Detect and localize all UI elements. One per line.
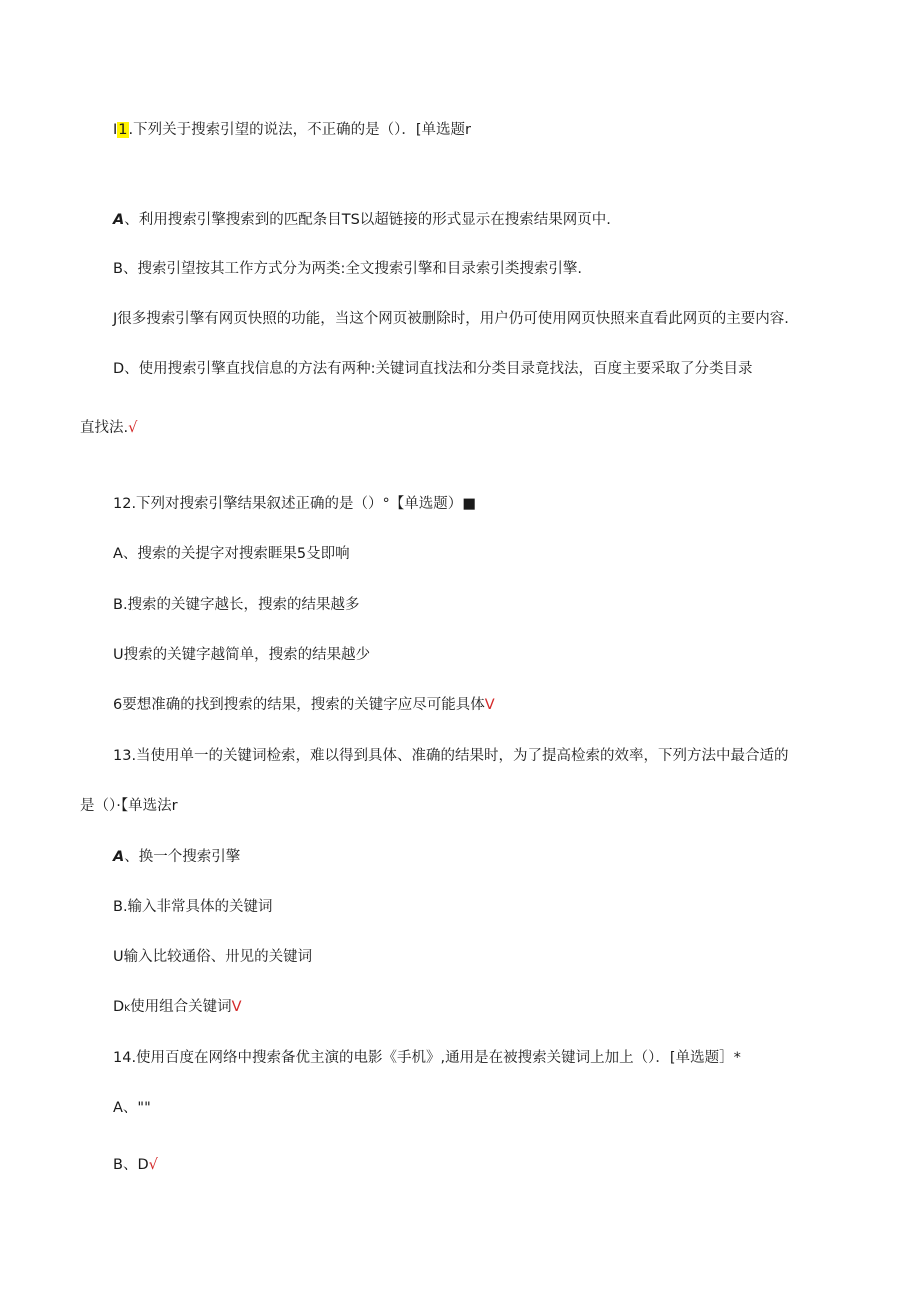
option-b: B.输入非常具体的关键词 xyxy=(113,899,273,915)
option-c: J很多搜索引擎有网页快照的功能，当这个网页被删除时，用户仍可使用网页快照来直看此网页的主要内容. xyxy=(113,311,789,327)
option-d: 6要想准确的找到搜索的结果，搜索的关键字应尽可能具体V xyxy=(113,697,495,713)
option-b: B、搜索引望按其工作方式分为两类:全文搜索引擎和目录索引类搜索引擎. xyxy=(113,261,582,277)
option-d: D、使用搜索引擎直找信息的方法有两种:关键词直找法和分类目录竟找法，百度主要采取了分类目录 xyxy=(113,361,753,377)
option-b: B.搜索的关键字越长，搜索的结果越多 xyxy=(113,597,360,613)
question-stem: 13.当使用单一的关键词检索，难以得到具体、准确的结果时，为了提高检索的效率，下列方法中最合适的 xyxy=(113,748,789,764)
option-c: U输入比较通俗、卅见的关键词 xyxy=(113,949,313,965)
option-a: A、"" xyxy=(113,1100,151,1116)
option-d-continuation: 直找法.√ xyxy=(80,420,138,436)
option-a: A、搜索的关提字对搜索睚果5殳即响 xyxy=(113,546,350,562)
option-a: A、利用搜索引擎搜索到的匹配条目TS以超链接的形式显示在搜索结果网页中. xyxy=(113,212,611,228)
check-mark-icon: √ xyxy=(128,420,138,436)
highlight-mark: 1 xyxy=(118,122,128,138)
check-mark-icon: V xyxy=(231,999,242,1015)
option-b: B、D√ xyxy=(113,1157,158,1173)
option-d: DK使用组合关键词V xyxy=(113,999,242,1015)
question-stem-continuation: 是（）·【单选法r xyxy=(80,798,178,814)
option-a: A、换一个搜索引擎 xyxy=(113,849,241,865)
question-stem: 14.使用百度在网络中搜索备优主演的电影《手机》,通用是在被搜索关键词上加上（）．[单选题］* xyxy=(113,1050,741,1066)
option-c: U搜索的关键字越简单，搜索的结果越少 xyxy=(113,647,371,663)
check-mark-icon: V xyxy=(484,697,495,713)
check-mark-icon: √ xyxy=(148,1157,158,1173)
question-stem: I1.下列关于搜索引望的说法，不正确的是（）．[单选题r xyxy=(113,122,471,138)
question-stem: 12.下列对搜索引擎结果叙述正确的是（）°【单选题）■ xyxy=(113,496,477,512)
